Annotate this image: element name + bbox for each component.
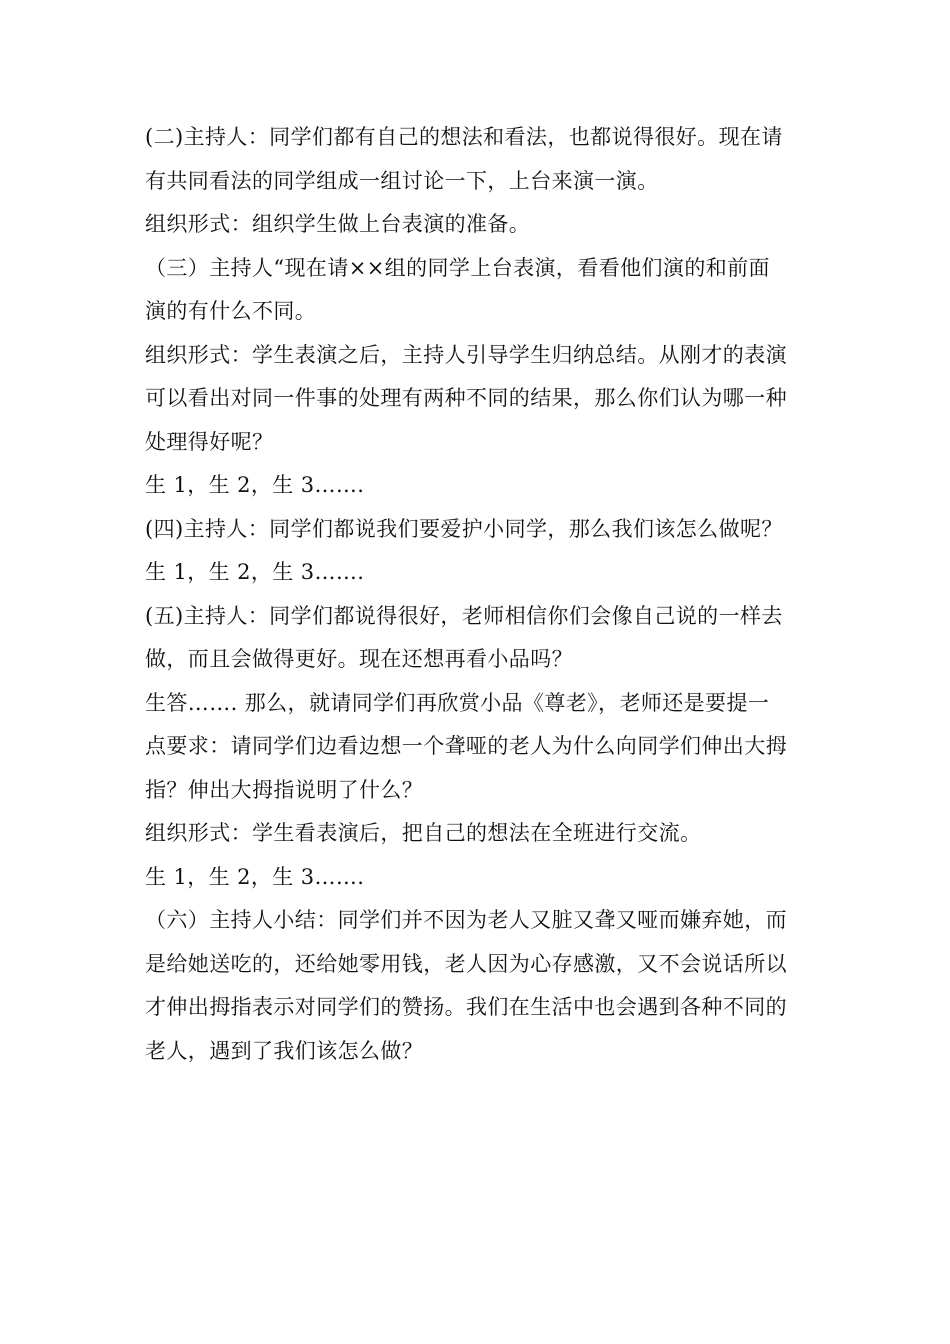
text-line: 组织形式：学生看表演后，把自己的想法在全班进行交流。 [145, 821, 702, 845]
text-line: 做，而且会做得更好。现在还想再看小品吗？ [145, 647, 573, 671]
text-line: 可以看出对同一件事的处理有两种不同的结果，那么你们认为哪一种 [145, 386, 787, 410]
text-line: 处理得好呢？ [145, 429, 274, 454]
text-line: 组织形式：学生表演之后，主持人引导学生归纳总结。从刚才的表演 [145, 342, 787, 367]
text-line: 才伸出拇指表示对同学们的赞扬。我们在生活中也会遇到各种不同的 [145, 995, 787, 1019]
text-line: 点要求：请同学们边看边想一个聋哑的老人为什么向同学们伸出大拇 [145, 734, 787, 758]
text-line: 指？伸出大拇指说明了什么？ [145, 777, 424, 802]
text-line: 老人，遇到了我们该怎么做？ [145, 1038, 424, 1063]
text-line: (二)主持人：同学们都有自己的想法和看法，也都说得很好。现在请 [145, 125, 783, 149]
text-line: （三）主持人“现在请××组的同学上台表演，看看他们演的和前面 [145, 255, 770, 280]
text-line: 是给她送吃的，还给她零用钱，老人因为心存感激，又不会说话所以 [145, 951, 787, 976]
text-line: 有共同看法的同学组成一组讨论一下，上台来演一演。 [145, 168, 659, 193]
text-line: （六）主持人小结：同学们并不因为老人又脏又聋又哑而嫌弃她，而 [145, 908, 787, 932]
text-line: (四)主持人：同学们都说我们要爱护小同学，那么我们该怎么做呢？ [145, 516, 783, 541]
document-body [145, 116, 815, 1073]
text-line: 生答……. 那么，就请同学们再欣赏小品《尊老》，老师还是要提一 [145, 690, 770, 715]
text-line: 生 1，生 2，生 3……. [145, 560, 365, 584]
text-line: 组织形式：组织学生做上台表演的准备。 [145, 212, 531, 236]
text-line: 生 1，生 2，生 3……. [145, 473, 365, 497]
text-line: 演的有什么不同。 [145, 299, 317, 323]
text-line: 生 1，生 2，生 3……. [145, 864, 365, 889]
text-line: (五)主持人：同学们都说得很好，老师相信你们会像自己说的一样去 [145, 603, 783, 628]
